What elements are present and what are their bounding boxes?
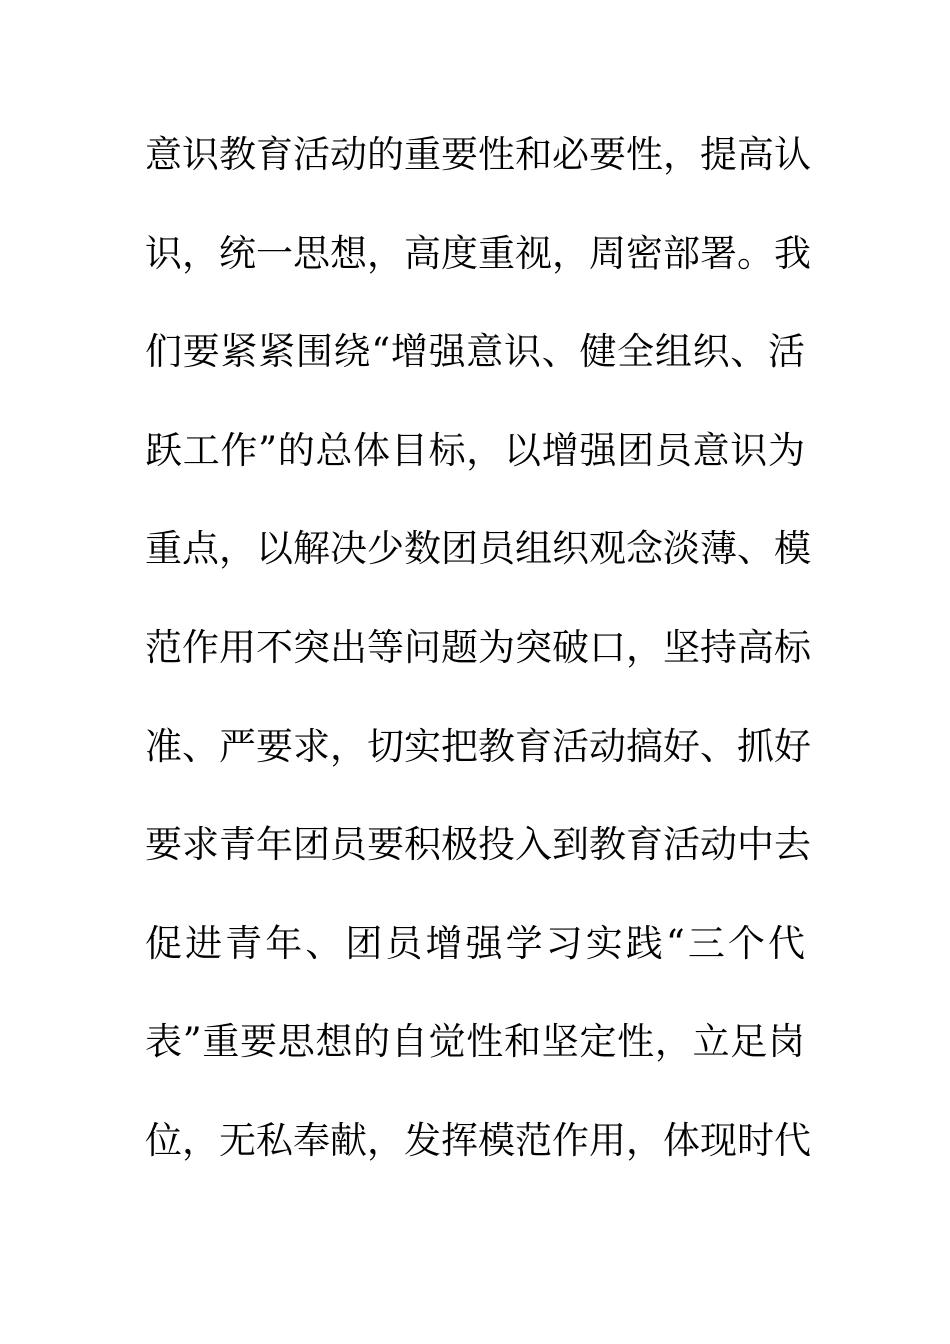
text-line: 准、严要求，切实把教育活动搞好、抓好	[145, 724, 811, 768]
body-text	[145, 124, 815, 1209]
text-line: 识，统一思想，高度重视，周密部署。我	[145, 231, 811, 275]
text-line: 跃工作”的总体目标，以增强团员意识为	[145, 428, 805, 472]
text-line: 重点，以解决少数团员组织观念淡薄、模	[145, 527, 811, 571]
text-line: 范作用不突出等问题为突破口，坚持高标	[145, 625, 811, 669]
text-line: 促进青年、团员增强学习实践“三个代	[145, 921, 805, 965]
text-line: 表”重要思想的自觉性和坚定性，立足岗	[145, 1020, 805, 1064]
text-line: 位，无私奉献，发挥模范作用，体现时代	[145, 1118, 811, 1162]
text-line: 要求青年团员要积极投入到教育活动中去	[145, 823, 811, 867]
text-line: 意识教育活动的重要性和必要性，提高认	[145, 133, 811, 176]
text-line: 们要紧紧围绕“增强意识、健全组织、活	[145, 330, 805, 374]
